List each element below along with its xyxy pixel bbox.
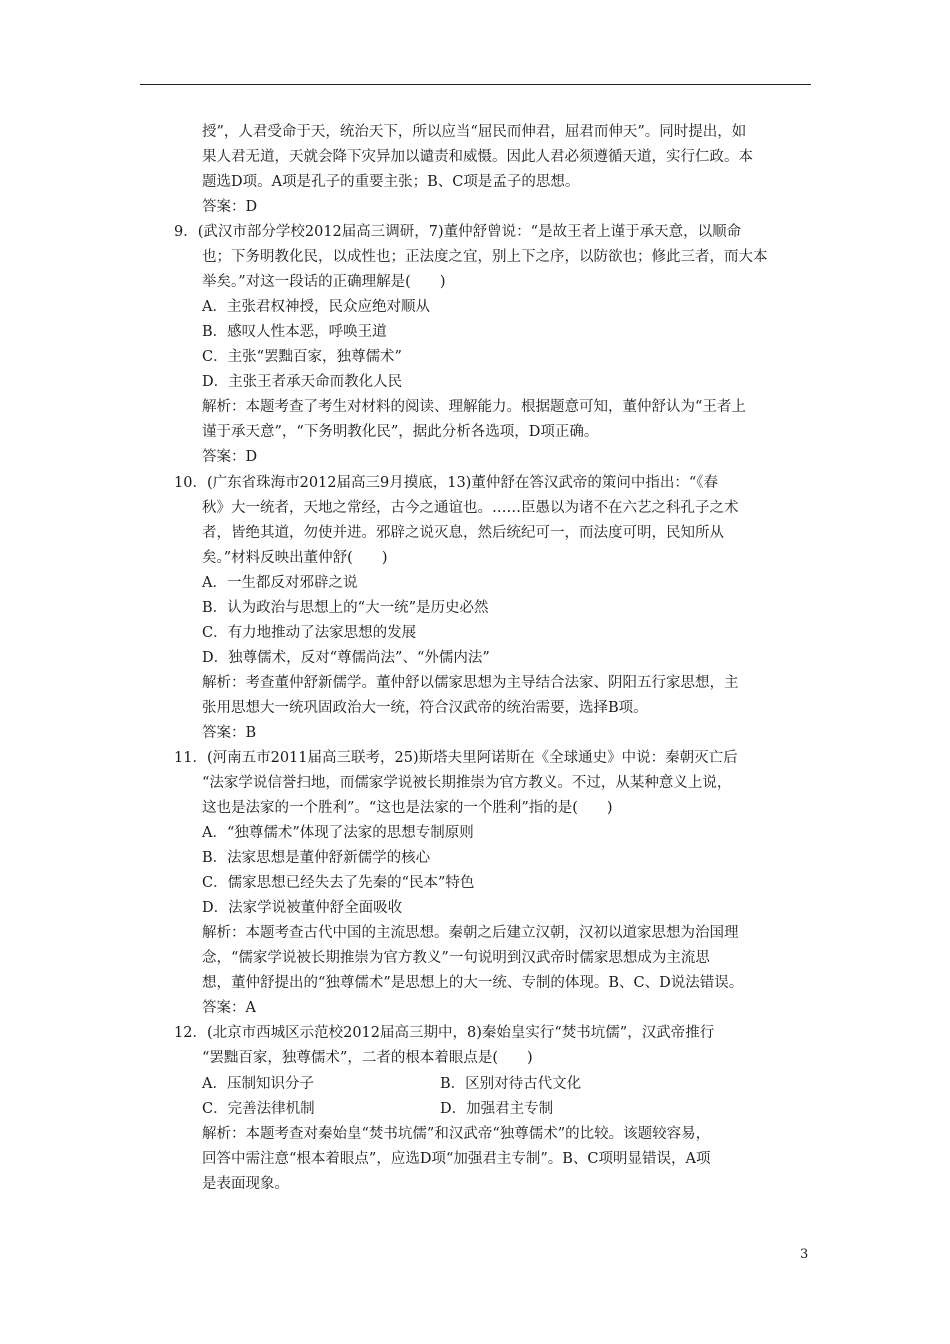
option-a: A．压制知识分子 bbox=[202, 1076, 314, 1092]
text-line: 果人君无道，天就会降下灾异加以谴责和威慑。因此人君必须遵循天道，实行仁政。本 bbox=[202, 149, 753, 165]
question-11-stem: 11．(河南五市2011届高三联考，25)斯塔夫里阿诺斯在《全球通史》中说：秦朝灭亡后 bbox=[174, 750, 738, 766]
option-b: B．感叹人性本恶，呼唤王道 bbox=[202, 324, 387, 340]
question-12-stem: 12．(北京市西城区示范校2012届高三期中，8)秦始皇实行“焚书坑儒”，汉武帝推行 bbox=[174, 1025, 715, 1041]
analysis-line: 解析：考查董仲舒新儒学。董仲舒以儒家思想为主导结合法家、阴阳五行家思想，主 bbox=[202, 675, 739, 691]
option-d: D．独尊儒术，反对“尊儒尚法”、“外儒内法” bbox=[202, 650, 490, 666]
answer-line: 答案：D bbox=[202, 449, 258, 465]
option-c: C．完善法律机制 bbox=[202, 1101, 315, 1117]
option-b: B．区别对待古代文化 bbox=[440, 1076, 582, 1092]
text-line: “罢黜百家，独尊儒术”，二者的根本着眼点是( ) bbox=[202, 1050, 533, 1066]
analysis-line: 解析：本题考查对秦始皇“焚书坑儒”和汉武帝“独尊儒术”的比较。该题较容易， bbox=[202, 1126, 711, 1142]
text-line: 也；下务明教化民，以成性也；正法度之宜，别上下之序，以防欲也；修此三者，而大本 bbox=[202, 249, 768, 265]
option-a: A．一生都反对邪辟之说 bbox=[202, 575, 358, 591]
text-line: 授”，人君受命于天，统治天下，所以应当“屈民而伸君，屈君而伸天”。同时提出，如 bbox=[202, 124, 747, 140]
option-c: C．儒家思想已经失去了先秦的“民本”特色 bbox=[202, 875, 475, 891]
option-d: D．主张王者承天命而教化人民 bbox=[202, 374, 403, 390]
option-b: B．认为政治与思想上的“大一统”是历史必然 bbox=[202, 600, 489, 616]
question-10-stem: 10．(广东省珠海市2012届高三9月摸底，13)董仲舒在答汉武帝的策问中指出：“《春 bbox=[174, 475, 719, 491]
text-line: 秋》大一统者，天地之常经，古今之通谊也。……臣愚以为诸不在六艺之科孔子之术 bbox=[202, 500, 739, 516]
option-b: B．法家思想是董仲舒新儒学的核心 bbox=[202, 850, 431, 866]
analysis-line: 解析：本题考查古代中国的主流思想。秦朝之后建立汉朝，汉初以道家思想为治国理 bbox=[202, 925, 739, 941]
answer-line: 答案：A bbox=[202, 1000, 256, 1016]
text-line: 张用思想大一统巩固政治大一统，符合汉武帝的统治需要，选择B项。 bbox=[202, 700, 648, 716]
page-number: 3 bbox=[800, 1247, 809, 1262]
text-line: “法家学说信誉扫地，而儒家学说被长期推崇为官方教义。不过，从某种意义上说， bbox=[202, 775, 732, 791]
option-a: A．主张君权神授，民众应绝对顺从 bbox=[202, 299, 430, 315]
option-c: C．主张“罢黜百家，独尊儒术” bbox=[202, 349, 402, 365]
text-line: 矣。”材料反映出董仲舒( ) bbox=[202, 550, 388, 566]
option-d: D．加强君主专制 bbox=[440, 1101, 554, 1117]
analysis-line: 解析：本题考查了考生对材料的阅读、理解能力。根据题意可知，董仲舒认为“王者上 bbox=[202, 399, 746, 415]
option-a: A．“独尊儒术”体现了法家的思想专制原则 bbox=[202, 825, 474, 841]
text-line: 念，“儒家学说被长期推崇为官方教义”一句说明到汉武帝时儒家思想成为主流思 bbox=[202, 950, 710, 966]
text-line: 者，皆绝其道，勿使并进。邪辟之说灭息，然后统纪可一，而法度可明，民知所从 bbox=[202, 525, 724, 541]
question-9-stem: 9．(武汉市部分学校2012届高三调研，7)董仲舒曾说：“是故王者上谨于承天意，以顺命 bbox=[174, 224, 742, 240]
text-line: 举矣。”对这一段话的正确理解是( ) bbox=[202, 274, 446, 290]
text-line: 题选D项。A项是孔子的重要主张；B、C项是孟子的思想。 bbox=[202, 174, 580, 190]
text-line: 这也是法家的一个胜利”。“这也是法家的一个胜利”指的是( ) bbox=[202, 800, 613, 816]
answer-line: 答案：D bbox=[202, 199, 258, 215]
text-line: 是表面现象。 bbox=[202, 1176, 289, 1192]
answer-line: 答案：B bbox=[202, 725, 257, 741]
text-line: 回答中需注意“根本着眼点”，应选D项“加强君主专制”。B、C项明显错误，A项 bbox=[202, 1151, 711, 1167]
option-d: D．法家学说被董仲舒全面吸收 bbox=[202, 900, 403, 916]
header-rule bbox=[140, 84, 811, 85]
option-c: C．有力地推动了法家思想的发展 bbox=[202, 625, 417, 641]
text-line: 想，董仲舒提出的“独尊儒术”是思想上的大一统、专制的体现。B、C、D说法错误。 bbox=[202, 975, 744, 991]
text-line: 谨于承天意”，“下务明教化民”，据此分析各选项，D项正确。 bbox=[202, 424, 599, 440]
